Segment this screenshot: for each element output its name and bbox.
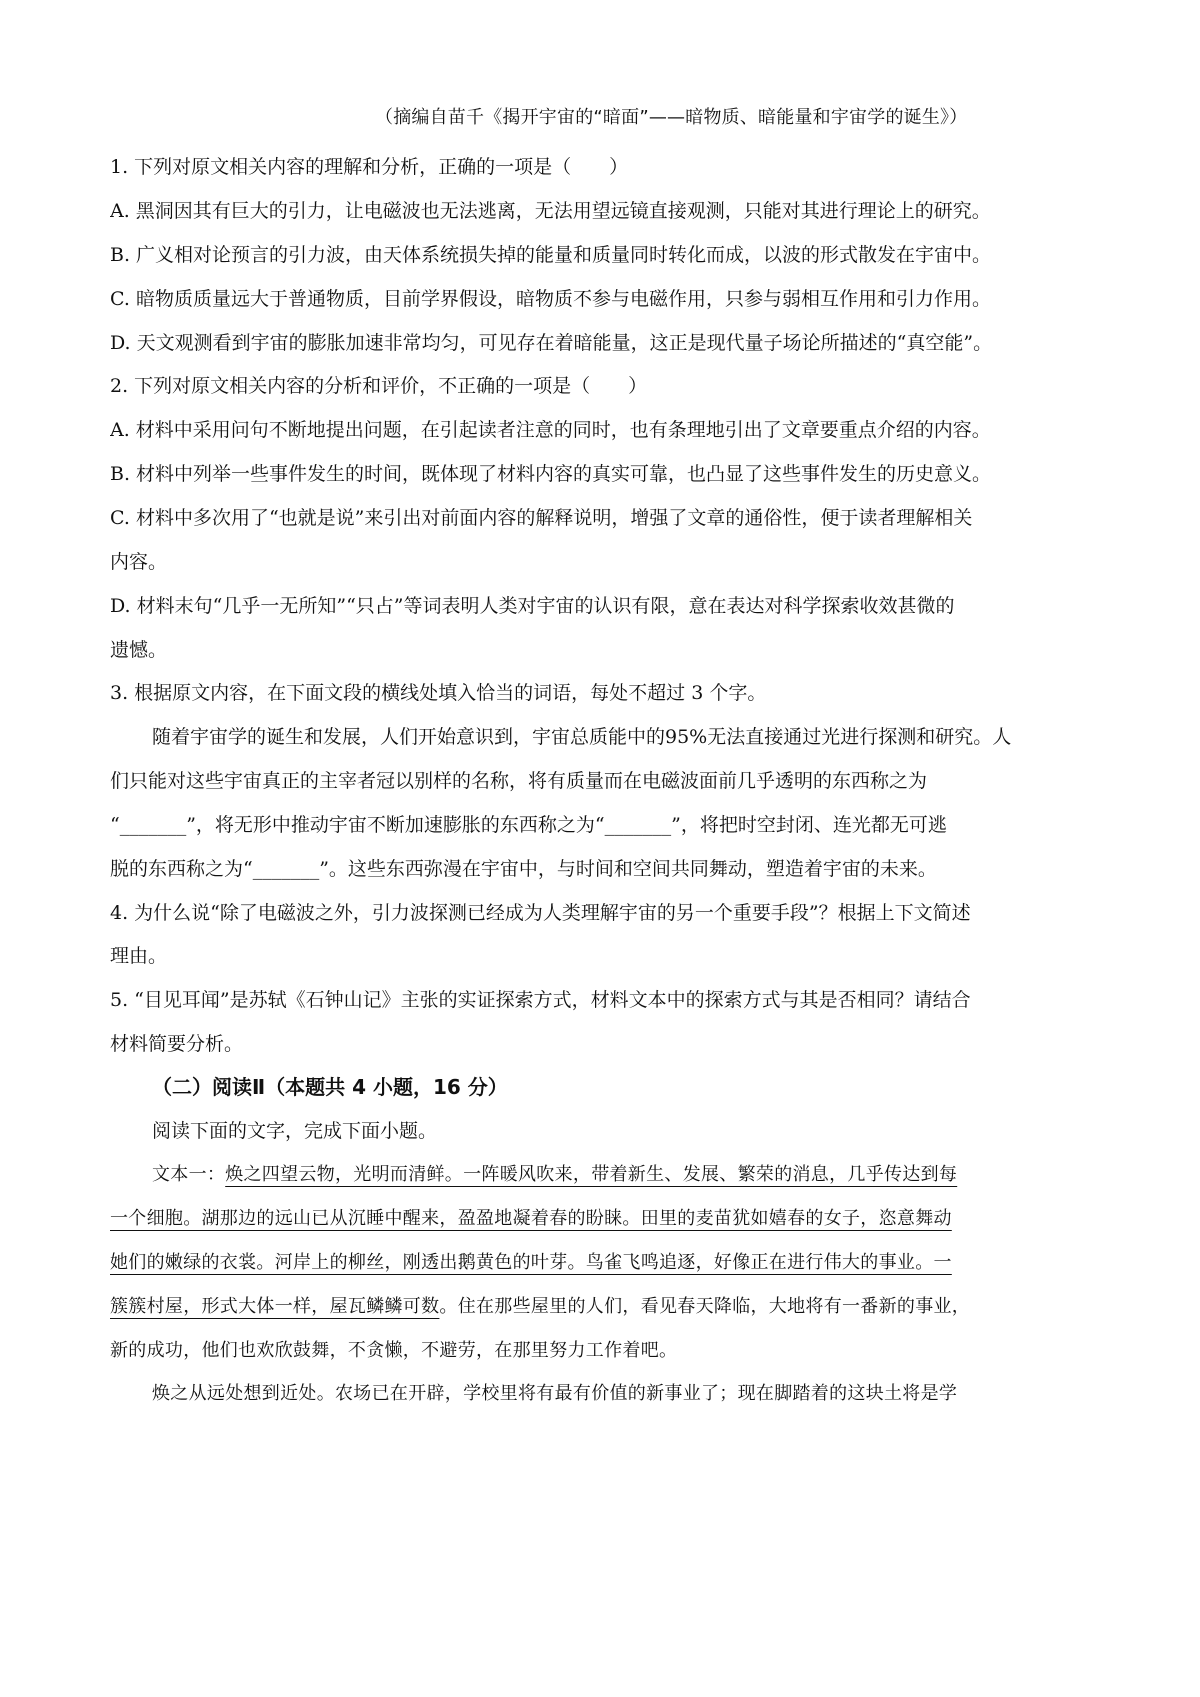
text1-line: 焕之从远处想到近处。农场已在开辟，学校里将有最有价值的新事业了；现在脚踏着的这块土将是学	[152, 1383, 958, 1404]
question-1-option-c: C. 暗物质质量远大于普通物质，目前学界假设，暗物质不参与电磁作用，只参与弱相互作用和引力作用。	[110, 288, 991, 310]
question-2-option-c-cont: 内容。	[110, 551, 168, 573]
question-2-option-d-cont: 遗憾。	[110, 639, 168, 661]
question-4-stem: 4. 为什么说“除了电磁波之外，引力波探测已经成为人类理解宇宙的另一个重要手段”？根据上下文简述	[110, 902, 971, 924]
question-2-option-b: B. 材料中列举一些事件发生的时间，既体现了材料内容的真实可靠，也凸显了这些事件发生的历史意义。	[110, 463, 992, 485]
section-instruction: 阅读下面的文字，完成下面小题。	[152, 1120, 438, 1142]
section-heading: （二）阅读Ⅱ（本题共 4 小题，16 分）	[152, 1075, 508, 1099]
question-1-option-b: B. 广义相对论预言的引力波，由天体系统损失掉的能量和质量同时转化而成，以波的形式散发在宇宙中。	[110, 244, 992, 266]
question-3-passage-line: 随着宇宙学的诞生和发展，人们开始意识到，宇宙总质能中的95%无法直接通过光进行探测和研究。人	[152, 726, 1012, 748]
question-1-option-d: D. 天文观测看到宇宙的膨胀加速非常均匀，可见存在着暗能量，这正是现代量子场论所描述的“真空能”。	[110, 332, 993, 354]
question-2-option-a: A. 材料中采用问句不断地提出问题，在引起读者注意的同时，也有条理地引出了文章要重点介绍的内容。	[110, 419, 991, 441]
text1-plain-span: 。住在那些屋里的人们，看见春天降临，大地将有一番新的事业，	[439, 1296, 971, 1317]
question-2-option-c: C. 材料中多次用了“也就是说”来引出对前面内容的解释说明，增强了文章的通俗性，便于读者理解相关	[110, 507, 973, 529]
text1-line: 新的成功，他们也欢欣鼓舞，不贪懒，不避劳，在那里努力工作着吧。	[110, 1340, 678, 1361]
text1-label: 文本一：	[152, 1164, 226, 1185]
text1-line	[110, 1205, 1100, 1233]
text1-line	[110, 1293, 1100, 1321]
question-2-stem: 2. 下列对原文相关内容的分析和评价，不正确的一项是（ ）	[110, 375, 648, 397]
question-5-stem-cont: 材料简要分析。	[110, 1033, 244, 1055]
question-5-stem: 5. “目见耳闻”是苏轼《石钟山记》主张的实证探索方式，材料文本中的探索方式与其是否相同？请结合	[110, 989, 971, 1011]
text1-line	[110, 1249, 1100, 1277]
question-3-passage-line: “_______”，将无形中推动宇宙不断加速膨胀的东西称之为“_______”，将把时空封闭、连光都无可逃	[110, 814, 947, 836]
text1-underlined-span: 簇簇村屋，形式大体一样，屋瓦鳞鳞可数	[110, 1296, 440, 1317]
question-1-option-a: A. 黑洞因其有巨大的引力，让电磁波也无法逃离，无法用望远镜直接观测，只能对其进行理论上的研究。	[110, 200, 991, 222]
text1-underlined-span: 焕之四望云物，光明而清鲜。一阵暖风吹来，带着新生、发展、繁荣的消息，几乎传达到每	[225, 1164, 958, 1185]
question-3-passage-line: 们只能对这些宇宙真正的主宰者冠以别样的名称，将有质量而在电磁波面前几乎透明的东西称之为	[110, 770, 928, 792]
text1-underlined-span: 她们的嫩绿的衣裳。河岸上的柳丝，刚透出鹅黄色的叶芽。鸟雀飞鸣追逐，好像正在进行伟大的事业。一	[110, 1252, 952, 1273]
question-3-stem: 3. 根据原文内容，在下面文段的横线处填入恰当的词语，每处不超过 3 个字。	[110, 682, 767, 704]
question-3-passage-line: 脱的东西称之为“_______”。这些东西弥漫在宇宙中，与时间和空间共同舞动，塑造着宇宙的未来。	[110, 858, 937, 880]
text1-underlined-span: 一个细胞。湖那边的远山已从沉睡中醒来，盈盈地凝着春的盼睐。田里的麦苗犹如嬉春的女子，恣意舞动	[110, 1208, 952, 1229]
question-4-stem-cont: 理由。	[110, 945, 168, 967]
source-citation: （摘编自苗千《揭开宇宙的“暗面”——暗物质、暗能量和宇宙学的诞生》）	[375, 107, 968, 128]
question-2-option-d: D. 材料末句“几乎一无所知”“只占”等词表明人类对宇宙的认识有限，意在表达对科学探索收效甚微的	[110, 595, 955, 617]
question-1-stem: 1. 下列对原文相关内容的理解和分析，正确的一项是（ ）	[110, 156, 629, 178]
text1-line	[152, 1161, 1100, 1189]
